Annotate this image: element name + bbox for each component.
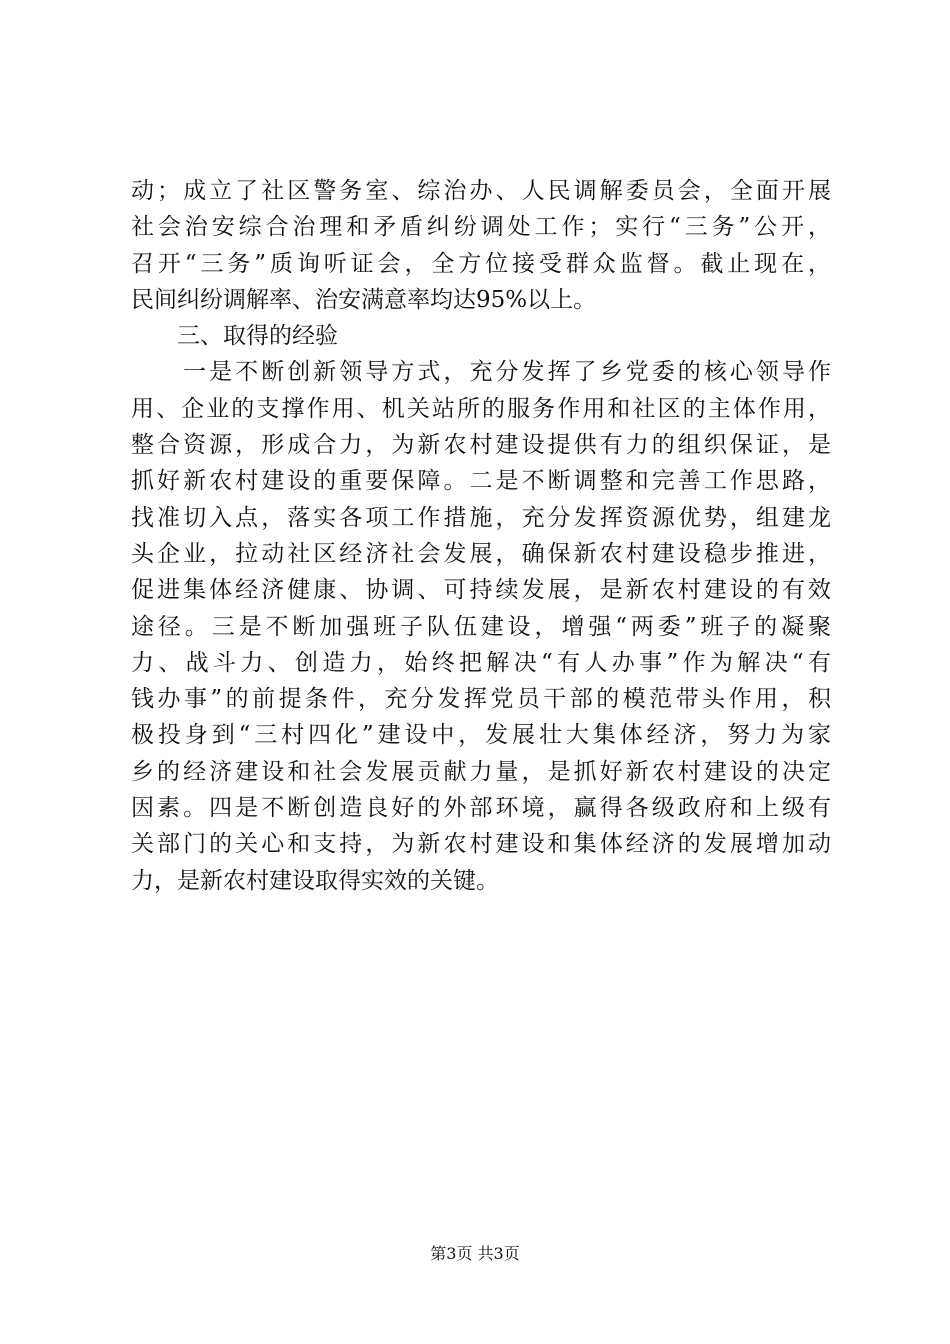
document-body [131, 173, 831, 899]
text-line-17: 乡的经济建设和社会发展贡献力量，是抓好新农村建设的决定 [131, 758, 831, 785]
text-line-1: 动；成立了社区警务室、综治办、人民调解委员会，全面开展 [131, 178, 831, 204]
text-line-14: 力、战斗力、创造力，始终把解决“有人办事”作为解决“有 [131, 649, 831, 676]
text-line-18: 因素。四是不断创造良好的外部环境，赢得各级政府和上级有 [131, 795, 831, 822]
text-line-11: 头企业，拉动社区经济社会发展，确保新农村建设稳步推进， [131, 540, 831, 567]
text-line-13: 途径。三是不断加强班子队伍建设，增强“两委”班子的凝聚 [131, 613, 831, 640]
page-number: 第3页 共3页 [430, 1244, 520, 1263]
text-line-3: 召开“三务”质询听证会，全方位接受群众监督。截止现在， [131, 250, 831, 277]
page-footer [0, 1244, 950, 1264]
text-line-15: 钱办事”的前提条件，充分发挥党员干部的模范带头作用，积 [131, 686, 831, 713]
text-line-8: 整合资源，形成合力，为新农村建设提供有力的组织保证，是 [131, 432, 831, 459]
text-line-10: 找准切入点，落实各项工作措施，充分发挥资源优势，组建龙 [131, 504, 831, 531]
text-line-6: 一是不断创新领导方式，充分发挥了乡党委的核心领导作 [131, 359, 831, 386]
section-heading: 三、取得的经验 [131, 323, 338, 350]
text-line-20: 力，是新农村建设取得实效的关键。 [131, 867, 499, 894]
text-line-16: 极投身到“三村四化”建设中，发展壮大集体经济，努力为家 [131, 722, 831, 749]
text-line-12: 促进集体经济健康、协调、可持续发展，是新农村建设的有效 [131, 577, 831, 604]
text-line-7: 用、企业的支撑作用、机关站所的服务作用和社区的主体作用， [131, 395, 831, 422]
text-line-19: 关部门的关心和支持，为新农村建设和集体经济的发展增加动 [131, 831, 831, 858]
text-line-4: 民间纠纷调解率、治安满意率均达95%以上。 [131, 286, 597, 313]
text-line-2: 社会治安综合治理和矛盾纠纷调处工作；实行“三务”公开， [131, 214, 831, 241]
text-line-9: 抓好新农村建设的重要保障。二是不断调整和完善工作思路， [131, 468, 831, 495]
